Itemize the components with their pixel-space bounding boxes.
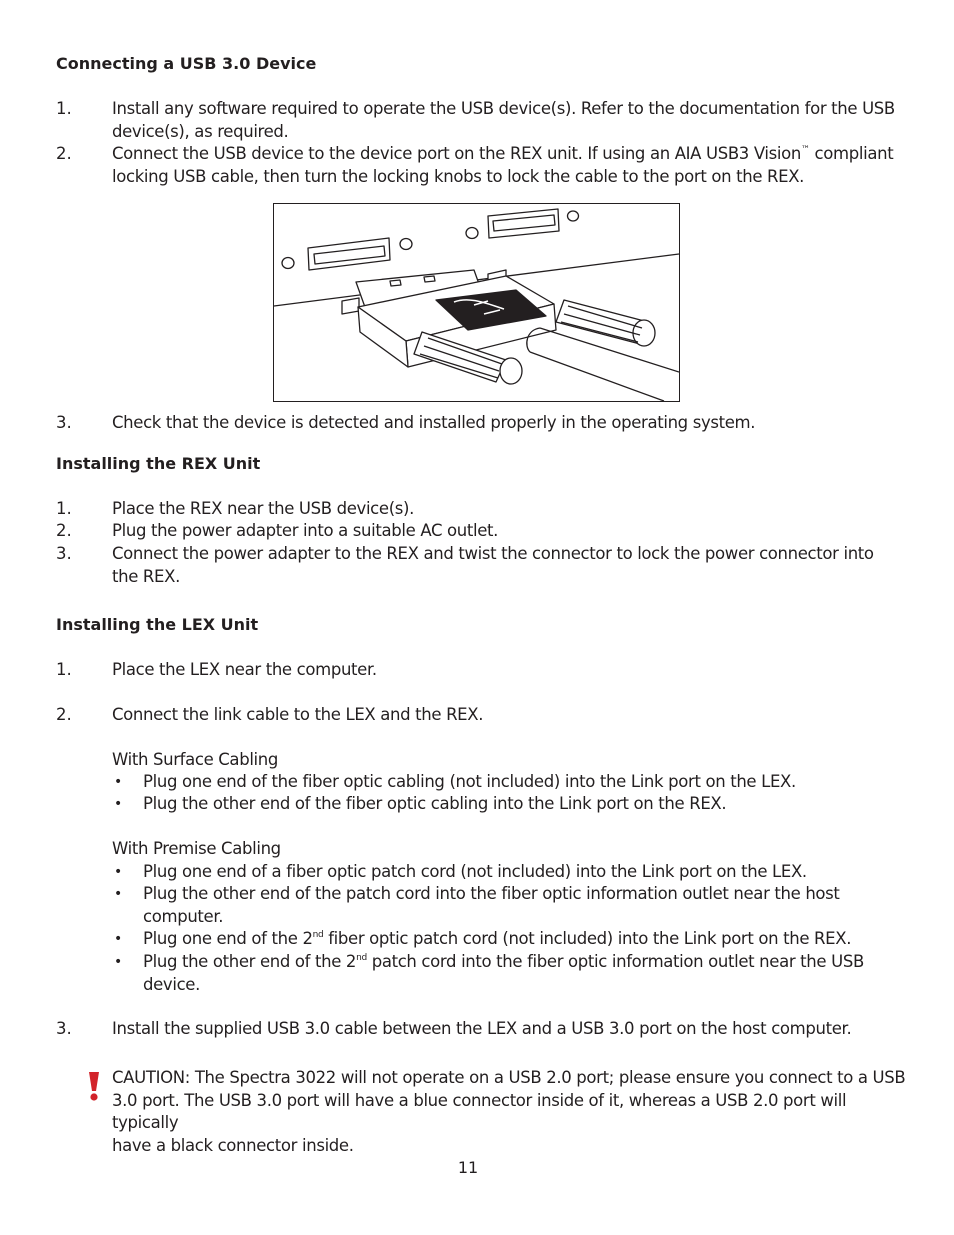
step-number: 1. bbox=[56, 499, 72, 518]
heading-installing-lex: Installing the LEX Unit bbox=[56, 615, 259, 634]
step-text: Connect the USB device to the device port on the REX unit. If using an AIA USB3 Vision™ compliant locking USB cable, then turn the locking knobs to lock the cable to the port on the REX. bbox=[112, 144, 894, 186]
step-number: 2. bbox=[56, 521, 72, 540]
caution-icon-dot bbox=[90, 1093, 97, 1100]
step-text: Place the REX near the USB device(s). bbox=[112, 499, 415, 518]
step-text: Install the supplied USB 3.0 cable between the LEX and a USB 3.0 port on the host computer. bbox=[112, 1019, 852, 1038]
bullet: • bbox=[114, 774, 123, 790]
step-text: Check that the device is detected and installed properly in the operating system. bbox=[112, 413, 756, 432]
subheading-surface-cabling: With Surface Cabling bbox=[112, 750, 279, 769]
page-number: 11 bbox=[457, 1158, 479, 1177]
bullet-text: Plug one end of a fiber optic patch cord (not included) into the Link port on the LEX. bbox=[143, 862, 807, 881]
bullet: • bbox=[114, 931, 123, 947]
bullet-text: Plug the other end of the fiber optic cabling into the Link port on the REX. bbox=[143, 794, 727, 813]
step-number: 1. bbox=[56, 660, 72, 679]
bullet: • bbox=[114, 864, 123, 880]
usb-cable-illustration bbox=[273, 203, 680, 402]
subheading-premise-cabling: With Premise Cabling bbox=[112, 839, 281, 858]
step-number: 2. bbox=[56, 144, 72, 163]
bullet-text: Plug the other end of the 2nd patch cord into the fiber optic information outlet near the USB device. bbox=[143, 952, 864, 994]
bullet-text: Plug one end of the 2nd fiber optic patch cord (not included) into the Link port on the REX. bbox=[143, 929, 852, 948]
bullet: • bbox=[114, 796, 123, 812]
step-text: Place the LEX near the computer. bbox=[112, 660, 377, 679]
bullet: • bbox=[114, 886, 123, 902]
step-number: 1. bbox=[56, 99, 72, 118]
step-number: 3. bbox=[56, 544, 72, 563]
step-number: 3. bbox=[56, 413, 72, 432]
step-number: 2. bbox=[56, 705, 72, 724]
bullet-text: Plug the other end of the patch cord into the fiber optic information outlet near the host computer. bbox=[143, 884, 840, 926]
caution-icon-bar bbox=[89, 1072, 99, 1091]
caution-icon bbox=[86, 1070, 102, 1102]
step-number: 3. bbox=[56, 1019, 72, 1038]
caution-text: CAUTION: The Spectra 3022 will not operate on a USB 2.0 port; please ensure you connect to a USB 3.0 port. The USB 3.0 port will have a blue connector inside of it, whereas a USB 2.0 port will typically have a black connector inside. bbox=[112, 1068, 906, 1155]
heading-connecting-usb: Connecting a USB 3.0 Device bbox=[56, 54, 317, 73]
step-text: Plug the power adapter into a suitable AC outlet. bbox=[112, 521, 499, 540]
step-text: Install any software required to operate the USB device(s). Refer to the documentation for the USB device(s), as required. bbox=[112, 99, 895, 141]
bullet: • bbox=[114, 954, 123, 970]
bullet-text: Plug one end of the fiber optic cabling (not included) into the Link port on the LEX. bbox=[143, 772, 796, 791]
step-text: Connect the link cable to the LEX and the REX. bbox=[112, 705, 484, 724]
heading-installing-rex: Installing the REX Unit bbox=[56, 454, 261, 473]
step-text: Connect the power adapter to the REX and twist the connector to lock the power connector into the REX. bbox=[112, 544, 874, 586]
